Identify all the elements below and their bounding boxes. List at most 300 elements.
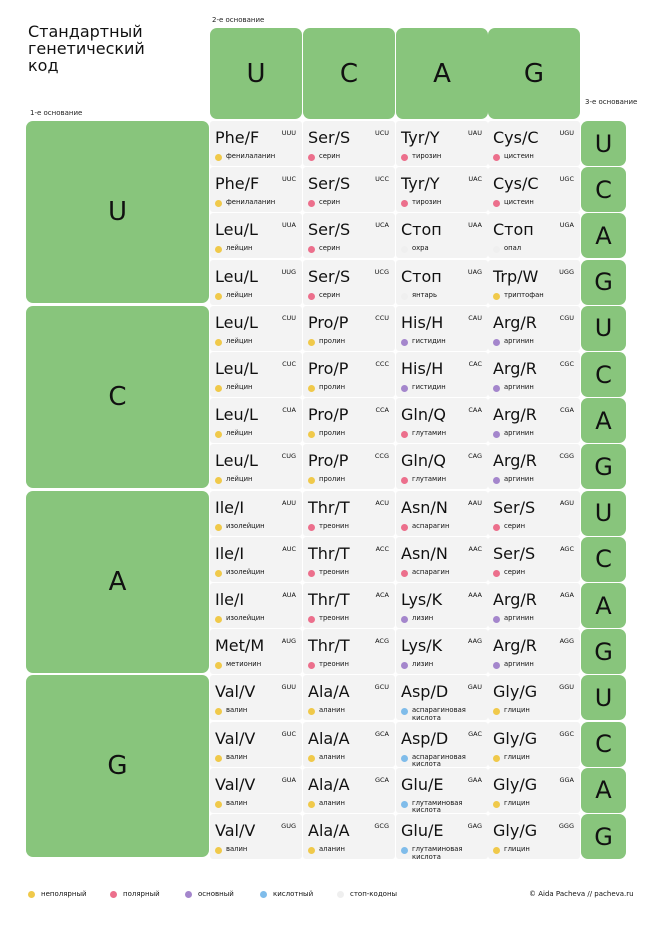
amino-acid-name: треонин [319, 567, 349, 576]
amino-acid-name-row [493, 338, 578, 346]
amino-acid-name: лейцин [226, 383, 253, 391]
amino-acid-name: изолейцин [226, 567, 265, 576]
codon-label: CUG [281, 452, 296, 461]
codon-cell [488, 167, 580, 212]
amino-acid-name-row [308, 292, 393, 300]
amino-acid-name-row [401, 476, 486, 484]
amino-acid: Ile/I [215, 543, 245, 563]
amino-acid-name: треонин [319, 660, 349, 669]
third-base-g: G [581, 444, 626, 489]
amino-acid: Arg/R [493, 636, 537, 656]
amino-acid: Ser/S [308, 266, 351, 286]
codon-cell [396, 444, 488, 489]
legend-dot-icon [260, 891, 267, 898]
amino-acid-name: пролин [319, 336, 346, 345]
amino-acid-name-row [493, 199, 578, 207]
class-dot-icon [215, 431, 222, 438]
class-dot-icon [308, 524, 315, 531]
codon-cell [210, 537, 302, 582]
codon-cell [488, 491, 580, 536]
class-dot-icon [215, 801, 222, 808]
class-dot-icon [493, 246, 500, 253]
codon-cell [303, 352, 395, 397]
amino-acid-name-row [308, 153, 393, 161]
codon-cell [396, 583, 488, 628]
third-base-g: G [581, 260, 626, 305]
amino-acid-name-row [215, 569, 300, 577]
amino-acid-name-row [401, 338, 486, 346]
amino-acid-name: фенилаланин [226, 198, 276, 207]
codon-cell [303, 768, 395, 813]
codon-label: ACA [375, 591, 389, 599]
codon-label: GGU [559, 683, 574, 692]
amino-acid-name-row [308, 569, 393, 577]
codon-label: CAA [468, 406, 482, 415]
third-base-u: U [581, 306, 626, 351]
amino-acid-name-row [308, 661, 393, 669]
codon-label: AUG [281, 637, 296, 646]
amino-acid-name-row [308, 754, 393, 762]
amino-acid-name: лизин [412, 614, 434, 622]
codon-label: GAU [467, 683, 482, 692]
class-dot-icon [308, 246, 315, 253]
amino-acid: Leu/L [215, 359, 258, 378]
codon-cell [303, 491, 395, 536]
second-base-u: U [210, 28, 302, 119]
amino-acid: Phe/F [215, 128, 260, 147]
codon-label: GGG [558, 822, 574, 830]
amino-acid-name-row [308, 523, 393, 531]
codon-label: CCG [374, 452, 389, 461]
legend-label: неполярный [41, 890, 87, 898]
codon-label: UGU [559, 129, 574, 137]
amino-acid: Arg/R [493, 590, 537, 609]
amino-acid-name-row [308, 476, 393, 484]
codon-cell [396, 398, 488, 443]
codon-cell [210, 352, 302, 397]
legend-label: полярный [123, 890, 160, 898]
amino-acid-name-row [493, 292, 578, 300]
amino-acid-name: фенилаланин [226, 152, 276, 160]
first-base-c: C [26, 306, 209, 488]
class-dot-icon [215, 385, 222, 392]
class-dot-icon [401, 385, 408, 392]
amino-acid-name: аланин [319, 845, 345, 853]
amino-acid-name: глицин [504, 706, 530, 715]
codon-label: UUU [281, 129, 296, 137]
class-dot-icon [493, 293, 500, 300]
amino-acid-name: аргинин [504, 336, 534, 345]
codon-label: GCU [374, 683, 389, 692]
class-dot-icon [215, 708, 222, 715]
class-dot-icon [493, 616, 500, 623]
amino-acid: Arg/R [493, 359, 537, 378]
amino-acid-name-row [493, 476, 578, 484]
amino-acid-name: тирозин [412, 152, 442, 160]
codon-cell [488, 306, 580, 351]
amino-acid: Thr/T [308, 497, 350, 517]
amino-acid: Cys/C [493, 128, 539, 147]
first-base-a: A [26, 491, 209, 673]
class-dot-icon [215, 200, 222, 207]
amino-acid-name: пролин [319, 383, 346, 391]
amino-acid: Gly/G [493, 821, 538, 840]
amino-acid: Met/M [215, 636, 265, 656]
codon-cell [396, 121, 488, 166]
class-dot-icon [401, 339, 408, 346]
class-dot-icon [308, 200, 315, 207]
amino-acid: Стоп [493, 220, 534, 240]
codon-label: UCA [375, 221, 389, 230]
codon-label: GCG [374, 822, 389, 830]
amino-acid-name-row [215, 292, 300, 300]
codon-label: GAG [467, 822, 482, 830]
codon-cell [396, 768, 488, 813]
codon-cell [303, 537, 395, 582]
amino-acid-name: глицин [504, 752, 530, 761]
codon-cell [396, 629, 488, 674]
class-dot-icon [493, 801, 500, 808]
class-dot-icon [493, 385, 500, 392]
amino-acid-name-row [215, 153, 300, 161]
class-dot-icon [401, 570, 408, 577]
amino-acid-name-row [401, 245, 486, 253]
codon-cell [303, 675, 395, 720]
amino-acid: Val/V [215, 821, 256, 840]
title-line: код [28, 56, 59, 75]
codon-label: AAU [468, 498, 482, 507]
amino-acid: Ile/I [215, 590, 245, 609]
first-base-label: 1-е основание [30, 109, 83, 117]
codon-cell [488, 814, 580, 859]
codon-cell [210, 583, 302, 628]
class-dot-icon [401, 801, 408, 808]
amino-acid-name-row [401, 707, 486, 722]
class-dot-icon [308, 477, 315, 484]
amino-acid: Asn/N [401, 543, 448, 563]
class-dot-icon [308, 154, 315, 161]
codon-cell [396, 537, 488, 582]
amino-acid-name: янтарь [412, 290, 437, 299]
class-dot-icon [308, 385, 315, 392]
codon-cell [210, 444, 302, 489]
amino-acid-name-row [308, 800, 393, 808]
amino-acid-name-row [493, 754, 578, 762]
amino-acid: Tyr/Y [401, 128, 440, 147]
codon-label: GUC [281, 729, 296, 738]
class-dot-icon [493, 708, 500, 715]
amino-acid: Ser/S [493, 497, 536, 517]
codon-label: AGA [560, 591, 574, 599]
codon-label: AUC [282, 544, 296, 553]
class-dot-icon [493, 662, 500, 669]
amino-acid: Asp/D [401, 728, 449, 748]
codon-label: UAC [468, 175, 482, 184]
codon-cell [488, 260, 580, 305]
amino-acid-name: опал [504, 244, 522, 253]
codon-cell [303, 814, 395, 859]
codon-cell [210, 398, 302, 443]
class-dot-icon [215, 616, 222, 623]
amino-acid: Стоп [401, 220, 442, 240]
codon-label: GUU [281, 683, 296, 692]
codon-label: UUA [282, 221, 296, 230]
amino-acid: Стоп [401, 266, 442, 286]
codon-cell [210, 675, 302, 720]
codon-cell [488, 444, 580, 489]
amino-acid-name-row [493, 615, 578, 623]
codon-label: AAA [468, 591, 482, 599]
codon-label: GGA [559, 775, 574, 784]
codon-label: AAC [468, 544, 482, 553]
class-dot-icon [308, 662, 315, 669]
amino-acid-name: аргинин [504, 429, 534, 438]
class-dot-icon [308, 801, 315, 808]
amino-acid: Ala/A [308, 821, 350, 840]
amino-acid-name: серин [319, 198, 341, 207]
amino-acid: Gln/Q [401, 451, 446, 471]
class-dot-icon [401, 755, 408, 762]
amino-acid-name-row [308, 430, 393, 438]
third-base-a: A [581, 583, 626, 628]
amino-acid-name-row [401, 384, 486, 392]
codon-cell [210, 306, 302, 351]
second-base-label: 2-е основание [212, 16, 265, 24]
codon-label: CAU [468, 313, 482, 322]
amino-acid-name: аргинин [504, 660, 534, 669]
legend-item-stop [337, 890, 397, 898]
legend-label: стоп-кодоны [350, 890, 398, 898]
amino-acid: Lys/K [401, 636, 443, 656]
amino-acid-name: глицин [504, 798, 530, 807]
amino-acid-name: лейцин [226, 290, 253, 299]
legend-item-nonpolar [28, 890, 87, 898]
codon-cell [210, 722, 302, 767]
amino-acid-name-row [493, 384, 578, 392]
codon-cell [303, 260, 395, 305]
codon-label: UUC [281, 175, 296, 184]
amino-acid: Ala/A [308, 774, 350, 794]
class-dot-icon [308, 339, 315, 346]
codon-cell [303, 444, 395, 489]
amino-acid-name: валин [226, 798, 248, 807]
class-dot-icon [308, 755, 315, 762]
amino-acid-name-row [493, 153, 578, 161]
amino-acid-name: лизин [412, 660, 434, 669]
codon-cell [396, 213, 488, 258]
class-dot-icon [215, 477, 222, 484]
amino-acid: Thr/T [308, 543, 350, 563]
amino-acid-name-row [401, 523, 486, 531]
amino-acid-name: гистидин [412, 336, 446, 345]
codon-label: AUA [282, 591, 296, 599]
class-dot-icon [401, 154, 408, 161]
codon-label: GCA [374, 729, 389, 738]
second-base-a: A [396, 28, 488, 119]
codon-label: GAC [468, 729, 482, 738]
amino-acid: Thr/T [308, 636, 350, 656]
codon-cell [488, 768, 580, 813]
codon-cell [488, 352, 580, 397]
amino-acid-name: валин [226, 752, 248, 761]
amino-acid-name: цистеин [504, 198, 534, 207]
page-title [28, 23, 145, 74]
class-dot-icon [493, 524, 500, 531]
codon-cell [488, 629, 580, 674]
amino-acid: Ala/A [308, 728, 350, 748]
class-dot-icon [493, 755, 500, 762]
amino-acid-name: глутамин [412, 429, 447, 438]
amino-acid-name-row [215, 199, 300, 207]
codon-cell [396, 306, 488, 351]
codon-cell [303, 213, 395, 258]
amino-acid: Ile/I [215, 497, 245, 517]
amino-acid-name-row [493, 523, 578, 531]
amino-acid-name-row [308, 245, 393, 253]
amino-acid-name: тирозин [412, 198, 442, 207]
title-line: Стандартный [28, 22, 143, 41]
amino-acid-name-row [401, 846, 486, 861]
credit: © Aida Pacheva // pacheva.ru [529, 890, 634, 898]
codon-label: UGC [559, 175, 574, 184]
amino-acid: Leu/L [215, 220, 258, 240]
class-dot-icon [215, 154, 222, 161]
amino-acid-name-row [308, 338, 393, 346]
codon-label: ACG [375, 637, 389, 646]
class-dot-icon [493, 200, 500, 207]
amino-acid-name: глицин [504, 845, 530, 853]
amino-acid: Arg/R [493, 312, 537, 332]
amino-acid: Ser/S [308, 220, 351, 240]
codon-label: GCA [374, 775, 389, 784]
legend-item-acidic [260, 890, 313, 898]
codon-label: UCU [374, 129, 389, 137]
amino-acid-name-row [215, 338, 300, 346]
amino-acid-name: треонин [319, 521, 349, 530]
amino-acid-name-row [401, 292, 486, 300]
first-base-u: U [26, 121, 209, 303]
legend-dot-icon [110, 891, 117, 898]
codon-cell [210, 629, 302, 674]
amino-acid-name-row [401, 754, 486, 769]
amino-acid-name: серин [319, 244, 341, 253]
amino-acid-name: серин [319, 152, 341, 160]
amino-acid: Asp/D [401, 682, 449, 702]
amino-acid-name: триптофан [504, 290, 544, 299]
amino-acid-name: аргинин [504, 383, 534, 391]
codon-label: CCU [375, 313, 389, 322]
codon-cell [303, 629, 395, 674]
class-dot-icon [401, 293, 408, 300]
codon-label: UAU [468, 129, 482, 137]
amino-acid-name: валин [226, 845, 248, 853]
amino-acid-name-row [215, 245, 300, 253]
amino-acid: Val/V [215, 774, 256, 794]
codon-cell [488, 722, 580, 767]
amino-acid-name: лейцин [226, 429, 253, 438]
amino-acid-name-row [401, 615, 486, 623]
codon-cell [396, 352, 488, 397]
amino-acid: Arg/R [493, 405, 537, 425]
amino-acid-name-row [215, 430, 300, 438]
third-base-c: C [581, 537, 626, 582]
codon-cell [396, 167, 488, 212]
codon-cell [303, 306, 395, 351]
amino-acid-name: охра [412, 244, 429, 253]
class-dot-icon [215, 847, 222, 854]
amino-acid: Val/V [215, 728, 256, 748]
codon-label: CCA [375, 406, 389, 415]
codon-cell [210, 491, 302, 536]
amino-acid-name-row [401, 800, 486, 815]
amino-acid-name: глутаминовая кислота [412, 798, 463, 815]
codon-label: ACU [375, 498, 389, 507]
legend-dot-icon [28, 891, 35, 898]
amino-acid-name: глутамин [412, 475, 447, 484]
amino-acid: Leu/L [215, 266, 258, 286]
class-dot-icon [493, 339, 500, 346]
amino-acid-name-row [215, 615, 300, 623]
amino-acid-name-row [493, 846, 578, 854]
third-base-u: U [581, 121, 626, 166]
codon-label: CGG [559, 452, 574, 461]
codon-label: CUC [282, 360, 296, 368]
third-base-g: G [581, 629, 626, 674]
legend-label: основный [198, 890, 234, 898]
class-dot-icon [493, 477, 500, 484]
third-base-a: A [581, 768, 626, 813]
class-dot-icon [215, 339, 222, 346]
codon-cell [396, 722, 488, 767]
amino-acid-name: аргинин [504, 614, 534, 622]
class-dot-icon [401, 524, 408, 531]
amino-acid-name-row [493, 800, 578, 808]
codon-label: CUA [282, 406, 296, 415]
codon-cell [488, 121, 580, 166]
class-dot-icon [308, 570, 315, 577]
codon-label: AAG [468, 637, 482, 646]
codon-label: UAG [467, 267, 482, 276]
codon-label: AUU [282, 498, 296, 507]
legend-dot-icon [185, 891, 192, 898]
amino-acid: Gly/G [493, 728, 538, 748]
codon-label: UCG [374, 267, 389, 276]
amino-acid: Thr/T [308, 590, 350, 609]
amino-acid: Phe/F [215, 174, 260, 194]
codon-label: UAA [468, 221, 482, 230]
codon-cell [303, 583, 395, 628]
class-dot-icon [493, 570, 500, 577]
class-dot-icon [493, 431, 500, 438]
class-dot-icon [401, 662, 408, 669]
amino-acid: Pro/P [308, 359, 349, 378]
amino-acid: Pro/P [308, 312, 349, 332]
amino-acid-name-row [215, 846, 300, 854]
amino-acid-name-row [215, 800, 300, 808]
third-base-a: A [581, 398, 626, 443]
codon-label: UGA [559, 221, 574, 230]
amino-acid-name: аспарагиновая кислота [412, 752, 466, 769]
class-dot-icon [401, 847, 408, 854]
legend-item-polar [110, 890, 160, 898]
amino-acid-name: лейцин [226, 475, 253, 484]
amino-acid: Arg/R [493, 451, 537, 471]
third-base-c: C [581, 352, 626, 397]
class-dot-icon [308, 847, 315, 854]
class-dot-icon [308, 293, 315, 300]
amino-acid: Gly/G [493, 682, 538, 702]
amino-acid-name-row [401, 199, 486, 207]
